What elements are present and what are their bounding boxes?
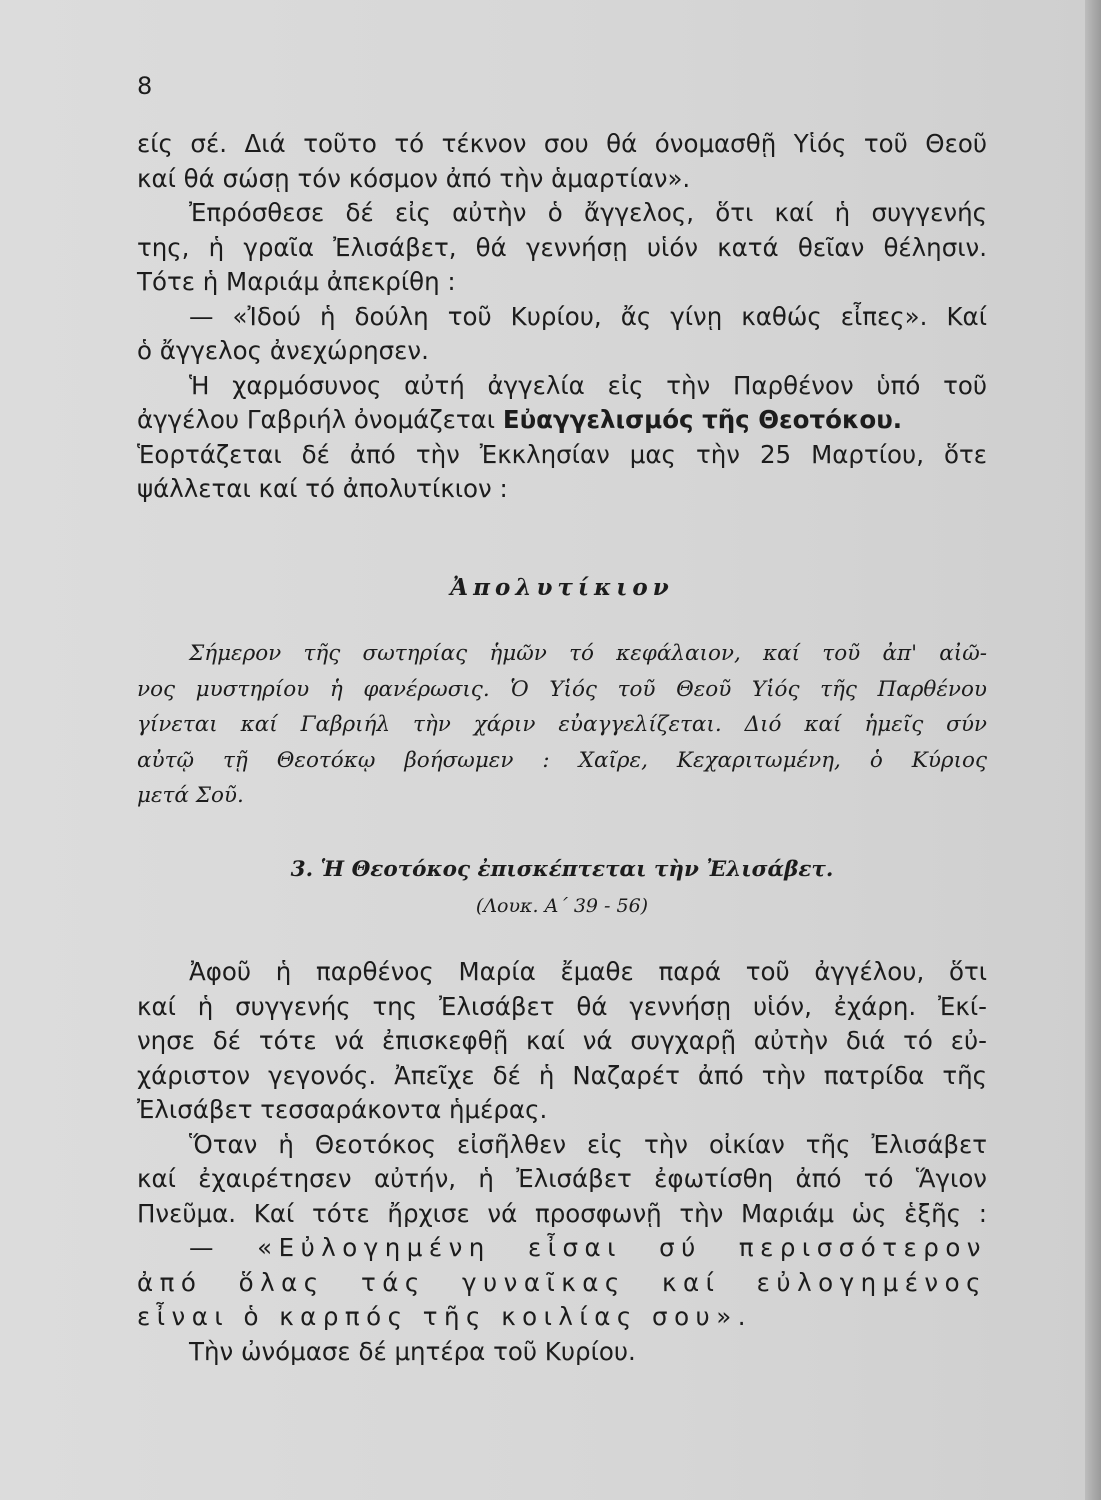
hymn-line: αὐτῷ τῇ Θεοτόκῳ βοήσωμεν : Χαῖρε, Κεχαριτωμένη, ὁ Κύριος xyxy=(137,747,987,773)
text-line: — «Ἰδού ἡ δούλη τοῦ Κυρίου, ἄς γίνῃ καθώς εἶπες». Καί xyxy=(189,301,987,331)
text-line: Ἐπρόσθεσε δέ εἰς αὐτὴν ὁ ἄγγελος, ὅτι καί ἡ συγγενής xyxy=(189,198,987,227)
text-line: ὁ ἄγγελος ἀνεχώρησεν. xyxy=(137,336,429,365)
text-line: Ἀφοῦ ἡ παρθένος Μαρία ἔμαθε παρά τοῦ ἀγγέλου, ὅτι xyxy=(189,957,987,986)
hymn-line: νος μυστηρίου ἡ φανέρωσις. Ὁ Υἱός τοῦ Θεοῦ Υἱός τῆς Παρθένου xyxy=(137,676,987,702)
text-line: Πνεῦμα. Καί τότε ἤρχισε νά προσφωνῇ τὴν Μαριάμ ὡς ἑξῆς : xyxy=(137,1198,987,1228)
text-line: Ὅταν ἡ Θεοτόκος εἰσῆλθεν εἰς τὴν οἰκίαν τῆς Ἐλισάβετ xyxy=(189,1129,987,1159)
text-line: καί ἐχαιρέτησεν αὐτήν, ἡ Ἐλισάβετ ἐφωτίσθη ἀπό τό Ἅγιον xyxy=(137,1164,987,1193)
text-line: Ἡ χαρμόσυνος αὐτή ἀγγελία εἰς τὴν Παρθένον ὑπό τοῦ xyxy=(189,370,987,400)
text-line: εἶναι ὁ καρπός τῆς κοιλίας σου». xyxy=(137,1302,753,1331)
page-number: 8 xyxy=(137,72,153,100)
apolytikion-heading: Ἀπολυτίκιον xyxy=(450,574,674,601)
text-line xyxy=(137,403,987,438)
text-line: — «Εὐλογημένη εἶσαι σύ περισσότερον xyxy=(189,1233,987,1262)
feast-name: Εὐαγγελισμός τῆς Θεοτόκου. xyxy=(502,405,903,434)
text-line: χάριστον γεγονός. Ἀπεῖχε δέ ἡ Ναζαρέτ ἀπό τὴν πατρίδα τῆς xyxy=(137,1060,987,1090)
text-segment: ἀγγέλου Γαβριήλ ὀνομάζεται xyxy=(137,405,496,434)
text-line: καί θά σώσῃ τόν κόσμον ἀπό τὴν ἁμαρτίαν». xyxy=(137,163,691,193)
hymn-line: γίνεται καί Γαβριήλ τὴν χάριν εὐαγγελίζεται. Διό καί ἡμεῖς σύν xyxy=(137,712,987,737)
hymn-line: Σήμερον τῆς σωτηρίας ἡμῶν τό κεφάλαιον, καί τοῦ ἀπ' αἰῶ- xyxy=(189,641,987,666)
text-line: της, ἡ γραῖα Ἐλισάβετ, θά γεννήσῃ υἱόν κατά θεῖαν θέλησιν. xyxy=(137,232,987,262)
bottom-text-block xyxy=(137,955,987,1369)
text-line: είς σέ. Διά τοῦτο τό τέκνον σου θά όνομασθῇ Υἱός τοῦ Θεοῦ xyxy=(137,129,987,158)
top-text-block xyxy=(137,127,987,507)
section-title: 3. Ἡ Θεοτόκος ἐπισκέπτεται τὴν Ἐλισάβετ. xyxy=(290,857,834,882)
text-line: ἀπό ὅλας τάς γυναῖκας καί εὐλογημένος xyxy=(137,1267,987,1297)
text-line: Ἐλισάβετ τεσσαράκοντα ἡμέρας. xyxy=(137,1095,548,1124)
hymn-line: μετά Σοῦ. xyxy=(137,783,244,808)
apolytikion-text xyxy=(137,636,987,814)
text-line: καί ἡ συγγενής της Ἐλισάβετ θά γεννήσῃ υἱόν, ἐχάρη. Ἐκί- xyxy=(137,991,987,1021)
text-line: ψάλλεται καί τό ἀπολυτίκιον : xyxy=(137,474,508,503)
section-reference: (Λουκ. Α΄ 39 - 56) xyxy=(475,895,649,917)
text-line: Τότε ἡ Μαριάμ ἀπεκρίθη : xyxy=(137,267,456,296)
text-line: νησε δέ τότε νά ἐπισκεφθῇ καί νά συγχαρῇ αὐτὴν διά τό εὐ- xyxy=(137,1026,987,1055)
text-line: Τὴν ὠνόμασε δέ μητέρα τοῦ Κυρίου. xyxy=(189,1336,636,1366)
page-edge-shadow xyxy=(1085,0,1101,1500)
text-line: Ἑορτάζεται δέ ἀπό τὴν Ἐκκλησίαν μας τὴν 25 Μαρτίου, ὅτε xyxy=(137,439,987,469)
